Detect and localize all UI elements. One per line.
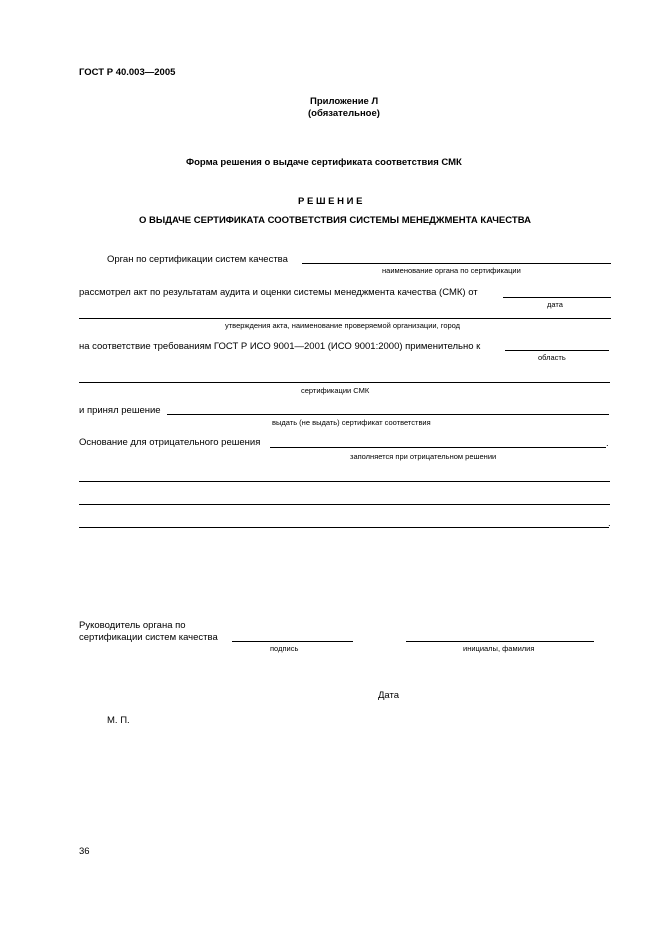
negative-basis-hint: заполняется при отрицательном решении — [350, 452, 497, 461]
act-date-field[interactable] — [503, 297, 611, 298]
head-label-line-2: сертификации систем качества — [79, 632, 218, 643]
certification-body-label: Орган по сертификации систем качества — [107, 254, 288, 265]
basis-line-3[interactable] — [79, 527, 609, 528]
name-field[interactable] — [406, 641, 594, 642]
act-date-hint: дата — [547, 300, 563, 309]
certification-area-hint: область — [538, 353, 566, 362]
decision-field[interactable] — [167, 414, 609, 415]
stamp-label: М. П. — [107, 715, 130, 726]
certification-body-hint: наименование органа по сертификации — [382, 266, 521, 275]
standard-number: ГОСТ Р 40.003—2005 — [79, 67, 176, 78]
certification-body-field[interactable] — [302, 263, 611, 264]
certification-area-field[interactable] — [505, 350, 609, 351]
annex-title: Приложение Л — [310, 96, 379, 107]
conformity-label: на соответствие требованиям ГОСТ Р ИСО 9001—2001 (ИСО 9001:2000) применительно к — [79, 341, 481, 352]
reviewed-act-label: рассмотрел акт по результатам аудита и оценки системы менеджмента качества (СМК) от — [79, 287, 478, 298]
page-number: 36 — [79, 846, 90, 857]
certification-smk-hint: сертификации СМК — [301, 386, 370, 395]
decision-hint: выдать (не выдать) сертификат соответствия — [272, 418, 431, 427]
period-mark-end: . — [608, 518, 611, 529]
certification-smk-field[interactable] — [79, 382, 610, 383]
name-hint: инициалы, фамилия — [463, 644, 535, 653]
signature-hint: подпись — [270, 644, 299, 653]
act-details-field[interactable] — [79, 318, 611, 319]
period-mark: . — [606, 438, 609, 449]
decision-subheading: О ВЫДАЧЕ СЕРТИФИКАТА СООТВЕТСТВИЯ СИСТЕМЫ МЕНЕДЖМЕНТА КАЧЕСТВА — [139, 215, 531, 226]
act-details-hint: утверждения акта, наименование проверяемой организации, город — [225, 321, 461, 330]
basis-line-2[interactable] — [79, 504, 610, 505]
date-label: Дата — [378, 690, 400, 701]
signature-field[interactable] — [232, 641, 353, 642]
form-title: Форма решения о выдаче сертификата соответствия СМК — [186, 157, 462, 168]
negative-basis-label: Основание для отрицательного решения — [79, 437, 261, 448]
negative-basis-field[interactable] — [270, 447, 606, 448]
head-label-line-1: Руководитель органа по — [79, 620, 186, 631]
decision-heading: Р Е Ш Е Н И Е — [298, 196, 363, 207]
decision-label: и принял решение — [79, 405, 161, 416]
basis-line-1[interactable] — [79, 481, 610, 482]
annex-type: (обязательное) — [308, 108, 380, 119]
